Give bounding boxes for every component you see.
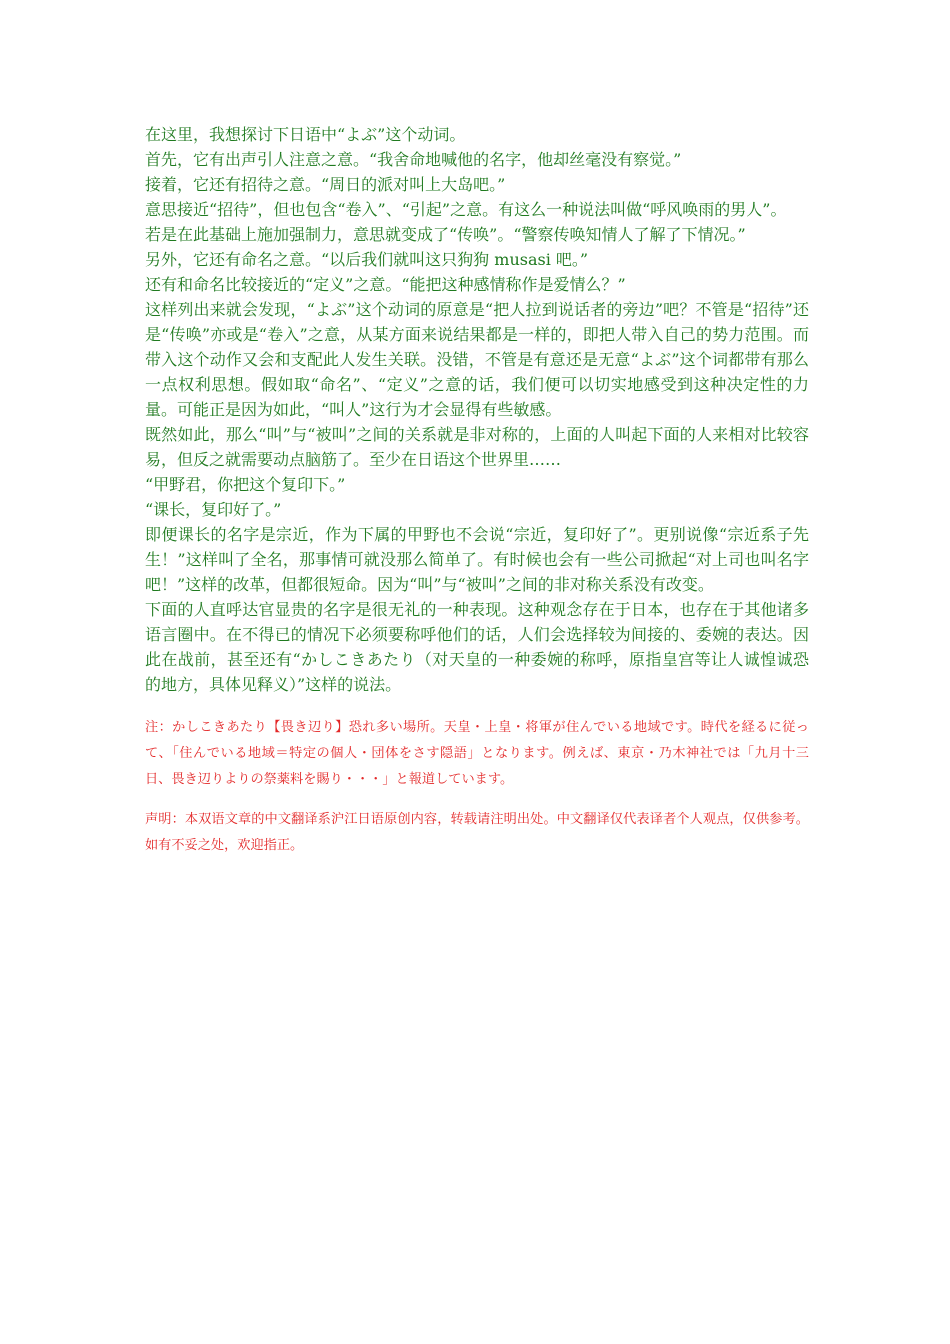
dialogue-line: “甲野君，你把这个复印下。” xyxy=(145,475,346,494)
disclaimer-note: 声明：本双语文章的中文翻译系沪江日语原创内容，转载请注明出处。中文翻译仅代表译者个人观点，仅供参考。如有不妥之处，欢迎指正。 xyxy=(145,812,809,853)
paragraph: 这样列出来就会发现，“よぶ”这个动词的原意是“把人拉到说话者的旁边”吧？不管是“招待”还是“传唤”亦或是“卷入”之意，从某方面来说结果都是一样的，即把人带入自己的势力范围。而带入这个动作又会和支配此人发生关联。没错，不管是有意还是无意“よぶ”这个词都带有那么一点权利思想。假如取“命名”、“定义”之意的话，我们便可以切实地感受到这种决定性的力量。可能正是因为如此，“叫人”这行为才会显得有些敏感。 xyxy=(145,300,809,419)
paragraph: 还有和命名比较接近的“定义”之意。“能把这种感情称作是爱情么？” xyxy=(145,275,626,294)
paragraph: 在这里，我想探讨下日语中“よぶ”这个动词。 xyxy=(145,125,466,144)
dialogue-line: “课长，复印好了。” xyxy=(145,500,282,519)
paragraph: 另外，它还有命名之意。“以后我们就叫这只狗狗 musasi 吧。” xyxy=(145,250,589,269)
paragraph: 既然如此，那么“叫”与“被叫”之间的关系就是非对称的，上面的人叫起下面的人来相对比较容易，但反之就需要动点脑筋了。至少在日语这个世界里…… xyxy=(145,425,809,469)
paragraph: 下面的人直呼达官显贵的名字是很无礼的一种表现。这种观念存在于日本，也存在于其他诸多语言圈中。在不得已的情况下必须要称呼他们的话，人们会选择较为间接的、委婉的表达。因此在战前，甚至还有“かしこきあたり（对天皇的一种委婉的称呼，原指皇宫等让人诚惶诚恐的地方，具体见释义）”这样的说法。 xyxy=(145,600,809,694)
document-page xyxy=(145,122,809,859)
paragraph: 即便课长的名字是宗近，作为下属的甲野也不会说“宗近，复印好了”。更别说像“宗近系子先生！”这样叫了全名，那事情可就没那么简单了。有时候也会有一些公司掀起“对上司也叫名字吧！”这样的改革，但都很短命。因为“叫”与“被叫”之间的非对称关系没有改变。 xyxy=(145,525,809,594)
paragraph: 若是在此基础上施加强制力，意思就变成了“传唤”。“警察传唤知情人了解了下情况。” xyxy=(145,225,746,244)
article-body xyxy=(145,122,809,697)
notes-section xyxy=(145,715,809,859)
paragraph: 接着，它还有招待之意。“周日的派对叫上大岛吧。” xyxy=(145,175,506,194)
paragraph: 首先，它有出声引人注意之意。“我舍命地喊他的名字，他却丝毫没有察觉。” xyxy=(145,150,682,169)
annotation-note: 注：かしこきあたり【畏き辺り】恐れ多い場所。天皇・上皇・将軍が住んでいる地域です。時代を経るに従って、「住んでいる地域＝特定の個人・団体をさす隠語」となります。例えば、東京・乃木神社では「九月十三日、畏き辺りよりの祭薬料を賜り・・・」と報道しています。 xyxy=(145,720,809,787)
paragraph: 意思接近“招待”，但也包含“卷入”、“引起”之意。有这么一种说法叫做“呼风唤雨的男人”。 xyxy=(145,200,787,219)
